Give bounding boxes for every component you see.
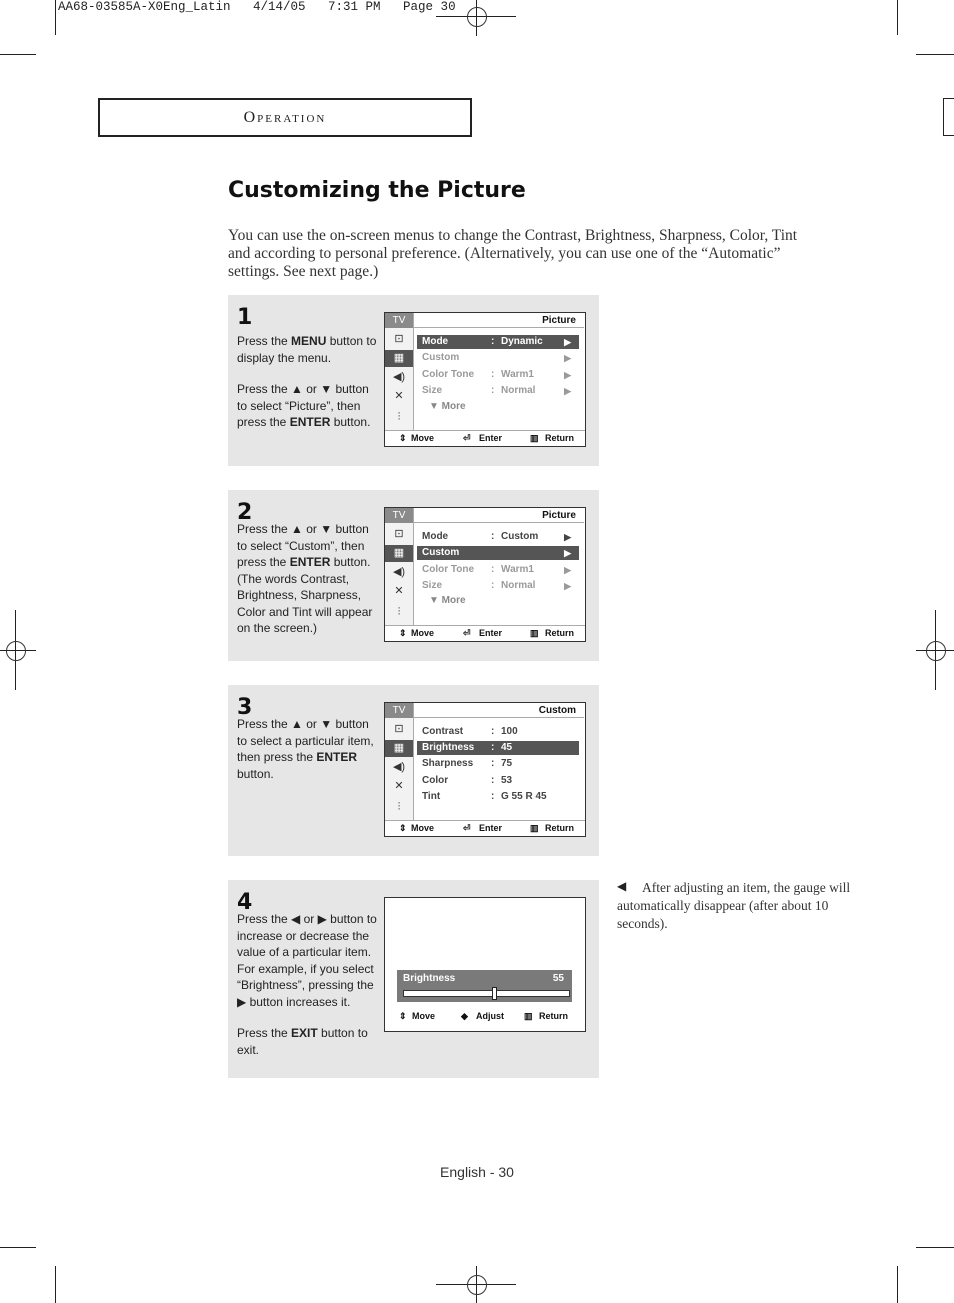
step-number: 1: [237, 305, 253, 330]
input-icon: ⊡: [394, 333, 404, 345]
osd-header: Picture: [414, 313, 584, 328]
side-note: After adjusting an item, the gauge will automatically disappear (after about 10 seconds).: [617, 880, 851, 931]
arrow-right-icon: ▶: [564, 370, 571, 380]
step-panel-1: [228, 295, 599, 466]
picture-icon: ▦: [385, 350, 413, 367]
setup-icon: ⫶: [397, 801, 401, 813]
setup-icon: ⫶: [397, 411, 401, 423]
arrow-right-icon: ▶: [564, 337, 571, 347]
note-pointer-icon: ◀: [617, 879, 627, 893]
sound-icon: ◀): [392, 761, 406, 773]
osd-footer: ⇕ Move ◆ Adjust ▥ Return: [399, 1011, 568, 1021]
sound-icon: ◀): [392, 371, 406, 383]
gauge-track: [403, 990, 570, 997]
osd-row-sharpness: Sharpness : 75: [422, 758, 513, 769]
move-icon: ⇕: [399, 433, 407, 443]
osd-row-color-tone: Color Tone : Warm1 ▶: [422, 369, 571, 380]
step-number: 4: [237, 890, 253, 915]
return-icon: ▥: [530, 433, 539, 443]
section-title: Operation: [243, 109, 327, 126]
page-footer: English - 30: [440, 1164, 514, 1180]
enter-icon: ⏎: [463, 823, 471, 833]
osd-sidebar: [385, 703, 414, 821]
step-text: Press the ◀ or ▶ button to increase or decrease the value of a particular item. For example, if you select “Brightness”, pressing the ▶ button increases it. Press the EXIT button to exit.: [237, 912, 377, 1057]
osd-footer: ⇕ Move ⏎ Enter ▥ Return: [385, 820, 585, 835]
step-panel-3: [228, 685, 599, 856]
sound-icon: ◀): [392, 566, 406, 578]
adjust-icon: ◆: [461, 1011, 468, 1021]
input-icon: ⊡: [394, 723, 404, 735]
step-text: Press the MENU button to display the menu. Press the ▲ or ▼ button to select “Picture”, then press the ENTER button.: [237, 334, 377, 429]
picture-icon: ▦: [385, 545, 413, 562]
return-icon: ▥: [524, 1011, 533, 1021]
tv-label: TV: [385, 703, 413, 718]
print-header: AA68-03585A-X0Eng_Latin 4/14/05 7:31 PM Page 30: [58, 0, 456, 14]
brightness-gauge: [397, 970, 572, 1002]
osd-sidebar: [385, 313, 414, 431]
arrow-right-icon: ▶: [564, 532, 571, 542]
move-icon: ⇕: [399, 1011, 407, 1021]
move-icon: ⇕: [399, 628, 407, 638]
osd-row-color-tone: Color Tone : Warm1 ▶: [422, 564, 571, 575]
tv-label: TV: [385, 313, 413, 328]
move-icon: ⇕: [399, 823, 407, 833]
osd-row-tint: Tint : G 55 R 45: [422, 791, 547, 802]
osd-row-mode: Mode : Custom ▶: [422, 531, 571, 542]
setup-icon: ⫶: [397, 606, 401, 618]
input-icon: ⊡: [394, 528, 404, 540]
osd-row-brightness: Brightness : 45: [417, 741, 579, 755]
page-title: Customizing the Picture: [228, 178, 526, 203]
osd-more: ▼ More: [429, 595, 466, 606]
arrow-right-icon: ▶: [564, 581, 571, 591]
osd-screen-gauge: [384, 897, 586, 1032]
return-icon: ▥: [530, 628, 539, 638]
step-number: 3: [237, 695, 253, 720]
channel-icon: ✕: [394, 585, 404, 597]
osd-header: Picture: [414, 508, 584, 523]
osd-row-contrast: Contrast : 100: [422, 726, 518, 737]
osd-row-size: Size : Normal ▶: [422, 385, 571, 396]
osd-row-custom: Custom ▶: [417, 546, 579, 560]
step-panel-4: [228, 880, 599, 1078]
step-panel-2: [228, 490, 599, 661]
picture-icon: ▦: [385, 740, 413, 757]
tv-label: TV: [385, 508, 413, 523]
osd-sidebar: [385, 508, 414, 626]
osd-screen-picture: [384, 312, 586, 447]
osd-row-custom: Custom ▶: [422, 352, 571, 363]
osd-footer: ⇕ Move ⏎ Enter ▥ Return: [385, 430, 585, 445]
gauge-label: Brightness: [403, 973, 456, 984]
osd-screen-picture-custom: [384, 507, 586, 642]
arrow-right-icon: ▶: [564, 548, 571, 558]
gauge-knob: [492, 987, 497, 1000]
osd-footer: ⇕ Move ⏎ Enter ▥ Return: [385, 625, 585, 640]
channel-icon: ✕: [394, 780, 404, 792]
section-header-box: [98, 98, 472, 137]
enter-icon: ⏎: [463, 628, 471, 638]
osd-row-mode: Mode : Dynamic ▶: [417, 335, 579, 349]
intro-paragraph: You can use the on-screen menus to change the Contrast, Brightness, Sharpness, Color, Tint and according to personal preference. (Alternatively, you can use one of the “Automatic” settings. See next page.): [228, 227, 798, 280]
enter-icon: ⏎: [463, 433, 471, 443]
channel-icon: ✕: [394, 390, 404, 402]
osd-more: ▼ More: [429, 401, 466, 412]
arrow-right-icon: ▶: [564, 353, 571, 363]
return-icon: ▥: [530, 823, 539, 833]
arrow-right-icon: ▶: [564, 565, 571, 575]
gauge-value: 55: [552, 973, 564, 984]
osd-header: Custom: [414, 703, 584, 718]
step-text: Press the ▲ or ▼ button to select a particular item, then press the ENTER button.: [237, 717, 374, 781]
osd-screen-custom: [384, 702, 586, 837]
osd-row-color: Color : 53: [422, 775, 513, 786]
step-text: Press the ▲ or ▼ button to select “Custom”, then press the ENTER button. (The words Contrast, Brightness, Sharpness, Color and Tint will appear on the screen.): [237, 522, 373, 635]
arrow-right-icon: ▶: [564, 386, 571, 396]
osd-row-size: Size : Normal ▶: [422, 580, 571, 591]
step-number: 2: [237, 500, 253, 525]
